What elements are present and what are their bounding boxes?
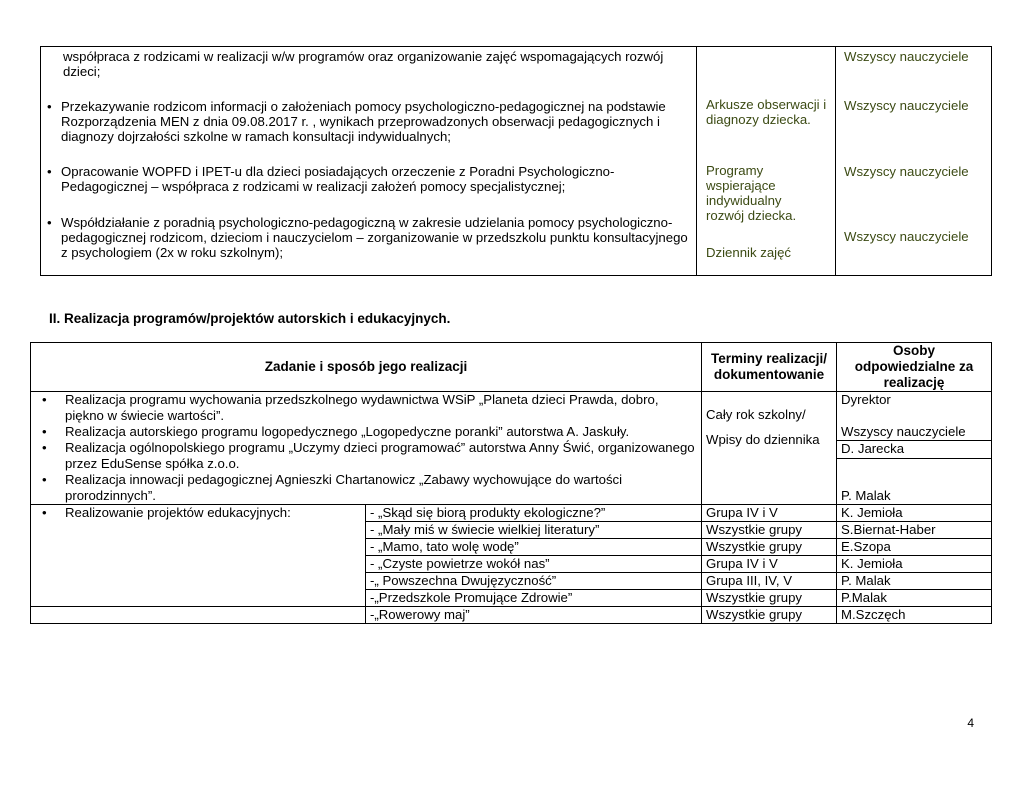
task-text: współpraca z rodzicami w realizacji w/w programów oraz organizowanie zajęć wspomagających rozwój dzieci; [63,49,664,79]
project-group: Wszystkie grupy [702,607,837,624]
list-item: • Realizowanie projektów edukacyjnych: [42,505,291,520]
list-item: • Realizacja autorskiego programu logopedycznego „Logopedyczne poranki” autorstwa A. Jaskuły. [42,424,630,439]
header-people: Osoby odpowiedzialne za realizację [837,343,992,392]
person-text: Dyrektor [841,392,891,407]
documentation-cell [697,47,836,276]
person-text: Wszyscy nauczyciele [844,164,969,179]
project-name: - „Czyste powietrze wokół nas” [366,556,702,573]
header-row [31,343,992,392]
project-person: E.Szopa [837,539,992,556]
bullet-icon: • [47,215,52,230]
project-person: K. Jemioła [837,556,992,573]
project-name: -„Rowerowy maj” [366,607,702,624]
list-item: • Realizacja programu wychowania przedszkolnego wydawnictwa WSiP „Planeta dzieci Prawda, dobro, piękno w świecie wartości”. [42,392,659,423]
bullet-icon: • [42,505,47,520]
program-person-cell: P. Malak [837,459,992,505]
project-group: Wszystkie grupy [702,522,837,539]
continued-table [40,46,992,276]
doc-text: Arkusze obserwacji i diagnozy dziecka. [706,97,827,127]
table-row [31,505,992,522]
term-text: Cały rok szkolny/ [706,407,806,422]
project-name: -„ Powszechna Dwujęzyczność” [366,573,702,590]
tasks-cell [41,47,697,276]
task-item [47,164,692,194]
project-person: P. Malak [837,573,992,590]
project-person: K. Jemioła [837,505,992,522]
term-text: Wpisy do dziennika [706,432,820,447]
header-task: Zadanie i sposób jego realizacji [31,343,702,392]
projects-label-cell [31,505,366,607]
header-terms: Terminy realizacji/ dokumentowanie [702,343,837,392]
project-person: M.Szczęch [837,607,992,624]
page-number: 4 [967,716,974,730]
bullet-icon: • [42,424,47,439]
list-item: • Realizacja innowacji pedagogicznej Agnieszki Chartanowicz „Zabawy wychowujące do wartości prorodzinnych”. [42,472,623,503]
program-person-cell [837,392,992,441]
doc-text: Dziennik zajęć [706,245,792,260]
task-text: Przekazywanie rodzicom informacji o założeniach pomocy psychologiczno-pedagogicznej na podstawie Rozporządzenia MEN z dnia 09.08.2017 r. , wynikach przeprowadzonych obserwacji pedagogicznych i diagnozy dojrzałości szkolne w ramach konsultacji indywidualnych; [61,99,666,144]
section-heading: II. Realizacja programów/projektów autorskich i edukacyjnych. [49,311,451,326]
project-group: Wszystkie grupy [702,590,837,607]
project-group: Grupa IV i V [702,505,837,522]
person-text: Wszyscy nauczyciele [844,229,969,244]
people-cell [836,47,992,276]
program-terms-cell [702,392,837,505]
task-item [47,49,692,79]
programs-list [35,392,697,504]
table-row [31,607,992,624]
task-text: Współdziałanie z poradnią psychologiczno-pedagogiczną w zakresie udzielania pomocy psychologiczno-pedagogicznej rodzicom, dzieciom i nauczycielom – zorganizowanie w przedszkolu punktu konsultacyjnego z psychologiem (2x w roku szkolnym); [61,215,688,260]
project-group: Grupa III, IV, V [702,573,837,590]
project-name: -„Przedszkole Promujące Zdrowie” [366,590,702,607]
bullet-icon: • [47,164,52,179]
person-text: Wszyscy nauczyciele [844,98,969,113]
programs-cell [31,392,702,505]
project-person: P.Malak [837,590,992,607]
person-text: Wszyscy nauczyciele [844,49,969,64]
project-name: - „Mały miś w świecie wielkiej literatury” [366,522,702,539]
task-item [47,99,692,144]
project-name: - „Skąd się biorą produkty ekologiczne?” [366,505,702,522]
project-name: - „Mamo, tato wolę wodę” [366,539,702,556]
project-group: Grupa IV i V [702,556,837,573]
bullet-icon: • [42,440,47,455]
list-item: • Realizacja ogólnopolskiego programu „Uczymy dzieci programować” autorstwa Anny Świć, organizowanego przez EduSense spółka z.o.o. [42,440,695,471]
project-group: Wszystkie grupy [702,539,837,556]
program-person-cell: D. Jarecka [837,441,992,459]
task-text: Opracowanie WOPFD i IPET-u dla dzieci posiadających orzeczenie z Poradni Psychologiczno-Pedagogicznej – współpraca z rodzicami w realizacji założeń pomocy specjalistycznej; [61,164,615,194]
programs-table [30,342,992,624]
project-person: S.Biernat-Haber [837,522,992,539]
bullet-icon: • [42,472,47,487]
task-item [47,215,692,260]
bullet-icon: • [47,99,52,114]
person-text: Wszyscy nauczyciele [841,424,966,439]
empty-cell [31,607,366,624]
doc-text: Programy wspierające indywidualny rozwój dziecka. [706,163,797,223]
bullet-icon: • [42,392,47,407]
